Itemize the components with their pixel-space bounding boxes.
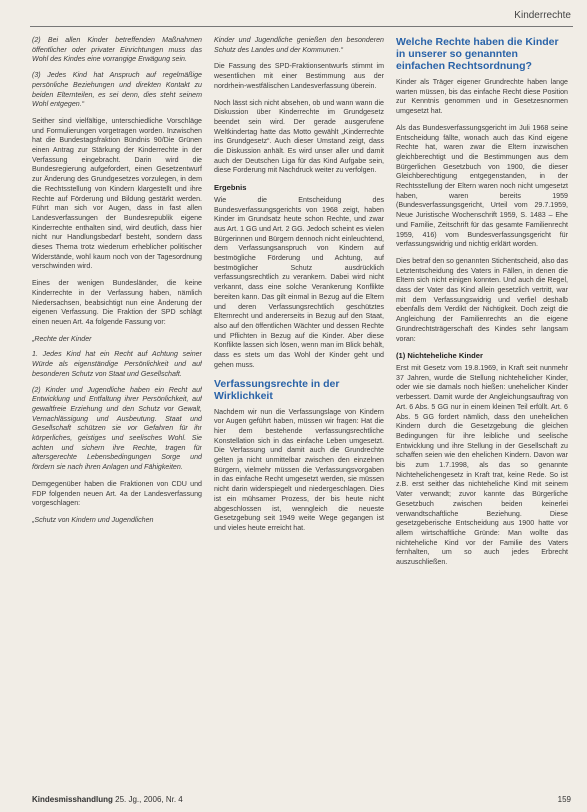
body-paragraph: Eines der wenigen Bundesländer, die keine Kinderrechte in der Verfassung haben, nämlich Niedersachsen, beabsichtigt nun eine Änderung der eigenen Verfassung. Die Fraktion der SPD schlägt einen neuen Art. 4a folgende Fassung vor: <box>32 279 202 326</box>
body-paragraph: Dies betraf den so genannten Stichentscheid, also das Letztentscheidung des Vaters in Fällen, in denen die Eltern sich nicht einigen konnten. Und auch die Regel, dass der Vater das Kind allein gesetzlich vertritt, war mit dem Verfassungswidrig und verfiel deshalb ebenfalls dem Verdikt der Nichtigkeit. Doch zeigt die Angleichung der Familienrechts an die eigene Grundrechtsträgerschaft des Kindes sehr langsam voran: <box>396 256 568 343</box>
body-paragraph: Kinder als Träger eigener Grundrechte haben lange warten müssen, bis das einfache Recht diese Position zur Kenntnis genommen und in Gesetzesnormen umgesetzt hat. <box>396 78 568 116</box>
quote-title: „Schutz von Kindern und Jugendlichen <box>32 515 154 524</box>
quote-paragraph: (3) Jedes Kind hat Anspruch auf regelmäßige persönliche Beziehungen und direkten Kontakt zu beiden Elternteilen, es sei denn, dies steht seinem Wohl entgegen.“ <box>32 71 202 109</box>
body-paragraph: Erst mit Gesetz vom 19.8.1969, in Kraft seit nunmehr 37 Jahren, wurde die Stellung nichtehelicher Kinder, oder wie sie damals noch hießen: unehelicher Kinder verbessert. Damit wurde der Angleichungsauftrag von Art. 6 Abs. 5 GG nur in einem kleinen Teil erfüllt. Art. 6 Abs. 5 GG fordert nämlich, dass den unehelichen Kindern durch die Gesetzgebung die gleichen Bedingungen für ihre leibliche und seelische Entwicklung und ihre Stellung in der Gesellschaft zu schaffen seien wie den ehelichen Kindern. Davon war bis zum 1.7.1998, als das so genannte Nichtehelichengesetz in Kraft trat, keine Rede. So ist z.B. erst seither das nichteheliche Kind mit seinem Vater verwandt; zuvor kannte das Bürgerliche Gesetzbuch zwischen beiden keinerlei verwandtschaftliche Beziehung. Diese gesetzgeberische Entscheidung aus 1900 hatte vor allem wirtschaftliche Gründe: Man wollte das nichteheliche Kind vor der Familie des Vaters fernhalten, um so auch jedes Erbrecht auszuschließen. <box>396 363 568 567</box>
heading-rights: Welche Rechte haben die Kinder in unserer so genannten einfachen Rechtsordnung? <box>396 36 559 72</box>
body-paragraph: Die Fassung des SPD-Fraktionsentwurfs stimmt im wesentlichen mit einer Bestimmung aus der nordrhein-westfälischen Landesverfassung überein. <box>214 62 384 90</box>
quote-title: „Rechte der Kinder <box>32 334 92 343</box>
quote-block-top <box>32 36 202 110</box>
quote-paragraph: (2) Kinder und Jugendliche haben ein Recht auf Entwicklung und Entfaltung ihrer Persönlichkeit, auf gewaltfreie Erziehung und den Schutz vor Gewalt, Vernachlässigung und Ausbeutung. Staat und Gesellschaft schützen sie vor Gefahren für ihr körperliches, geistiges und seelisches Wohl. Sie achten und sichern ihre Rechte, tragen für altersgerechte Lebensbedingungen Sorge und fördern sie nach ihren Anlagen und Fähigkeiten. <box>32 385 202 472</box>
quote-paragraph: 1. Jedes Kind hat ein Recht auf Achtung seiner Würde als eigenständige Persönlichkeit und auf besonderen Schutz von Staat und Gesellschaft. <box>32 350 202 378</box>
body-paragraph: Noch lässt sich nicht absehen, ob und wann wann die Diskussion über Kinderrechte im Grundgesetz beendet sein wird. Der gerade ausgerufene Weltkindertag hatte das Motto gewählt „Kinderrechte ins Grundgesetz“. Auch dieser Umstand zeigt, dass die Diskussion anhält. Es wird unser aller und damit auch der Deutschen Liga für das Kind Aufgabe sein, diese Forderung mit Nachdruck weiter zu verfolgen. <box>214 98 384 175</box>
column-2 <box>214 36 384 786</box>
heading-reality: Verfassungsrechte in der Wirklichkeit <box>214 377 340 402</box>
body-paragraph: Wie die Entscheidung des Bundesverfassungsgerichts von 1968 zeigt, haben Kinder im Grundsatz heute schon Rechte, und zwar aus Art. 1 GG und Art. 2 GG. Jedoch scheint es vielen Bürgerinnen und Bürgern dennoch nicht einleuchtend, dem Verfassungsanspruch von Kindern auf bestmögliche Förderung und Achtung, auf bestmöglicher Schutz ausdrücklich verfassungsrechtlich zu verankern. Dabei wird nicht verkannt, dass eine solche Verankerung Konflikte bereiten kann. Das gilt einmal in Bezug auf die Eltern und deren Verfassungsrechtlich geschütztes Elternrecht und andererseits in Bezug auf den Staat, also auf den öffentlichen Wächter und dessen Rechte und Pflichten in Bezug auf die Kinder. Aber diese Konflikte lassen sich lösen, wenn man im Blick behält, dass es stets um das Wohl der Kinder geht und gehen muss. <box>214 195 384 369</box>
section-label: Kinderrechte <box>514 10 571 21</box>
footer <box>32 795 183 804</box>
page-number: 159 <box>557 795 571 804</box>
quote-paragraph: Kinder und Jugendliche genießen den besonderen Schutz des Landes und der Kommunen.“ <box>214 36 384 54</box>
body-paragraph: Seither sind vielfältige, unterschiedliche Vorschläge und Formulierungen vorgetragen worden. Inzwischen hat die Bundestagsfraktion Bündnis 90/Die Grünen einen Antrag zur Stärkung der Kinderrechte in der Verfassung eingebracht. Darin wird die Bundesregierung aufgefordert, einen Gesetzentwurf zur Änderung des Grundgesetzes vorzulegen, in dem die Rechtsstellung von Kindern klargestellt und ihre Rechte auf Förderung und Bildung gestärkt werden. Führt man sich vor Augen, dass in fast allen Landesverfassungen der Bundesrepublik eigene Kinderrechte enthalten sind, wird deutlich, dass hier nicht nur Handlungsbedarf besteht, sondern dass dieses Thema trotz wiederum erheblicher politischer Widerstände, wohl kaum noch von der Tagesordnung verschwinden wird. <box>32 116 202 271</box>
quote-block-spd <box>32 335 202 473</box>
body-paragraph: Nachdem wir nun die Verfassungslage von Kindern vor Augen geführt haben, müssen wir fragen: Hat die hier dem bestehende verfassungsrechtliche Konstellation sich in das einfache Leben umgesetzt. Die Verfassung und damit auch die Grundrechte gelten ja nicht unmittelbar zwischen den einzelnen Bürgern, vielmehr müssen die Verfassungsvorgaben in das einfache Recht umgesetzt werden, sie müssen nicht darin widerspiegelt und niedergeschlagen. Dies ist ein mühsamer Prozess, der bis heute nicht abgeschlossen ist, wenngleich die neueste Gesetzgebung seit 1949 weite Wege gegangen ist und vieles heute erreicht hat. <box>214 407 384 532</box>
journal-name: Kindesmisshandlung <box>32 795 113 804</box>
subheading-illegitimate-children: (1) Nichteheliche Kinder <box>396 351 483 361</box>
subheading-result: Ergebnis <box>214 183 247 193</box>
body-paragraph: Demgegenüber haben die Fraktionen von CDU und FDP folgenden neuen Art. 4a der Landesverfassung vorgeschlagen: <box>32 479 202 508</box>
quote-paragraph: (2) Bei allen Kinder betreffenden Maßnahmen öffentlicher oder privater Einrichtungen muss das Wohl des Kindes eine vorrangige Erwägung sein. <box>32 36 202 64</box>
column-3 <box>396 36 568 786</box>
journal-issue: 25. Jg., 2006, Nr. 4 <box>115 795 183 804</box>
header-rule <box>30 26 573 27</box>
body-paragraph: Als das Bundesverfassungsgericht im Juli 1968 seine Entscheidung fällte, wonach auch das Kind eigene Rechte hat, waren zwar die Eltern inzwischen gleichberechtigt und die Bestimmungen aus dem Bürgerlichen Gesetzbuch von 1900, die dieser Gleichberechtigung entgegenstanden, in der Rechtsstellung der Eltern waren noch nicht umgesetzt haben, waren bereits 1959 (Bundesverfassungsgericht, Urteil vom 29.7.1959, Neue Juristische Wochenschrift 1959, S. 1483 – Ehe und Familie, Zeitschrift für das gesamte Familienrecht 1959, 416) vom Bundesverfassungsgericht für verfassungswidrig und nichtig erklärt worden. <box>396 123 568 249</box>
column-1 <box>32 36 202 786</box>
